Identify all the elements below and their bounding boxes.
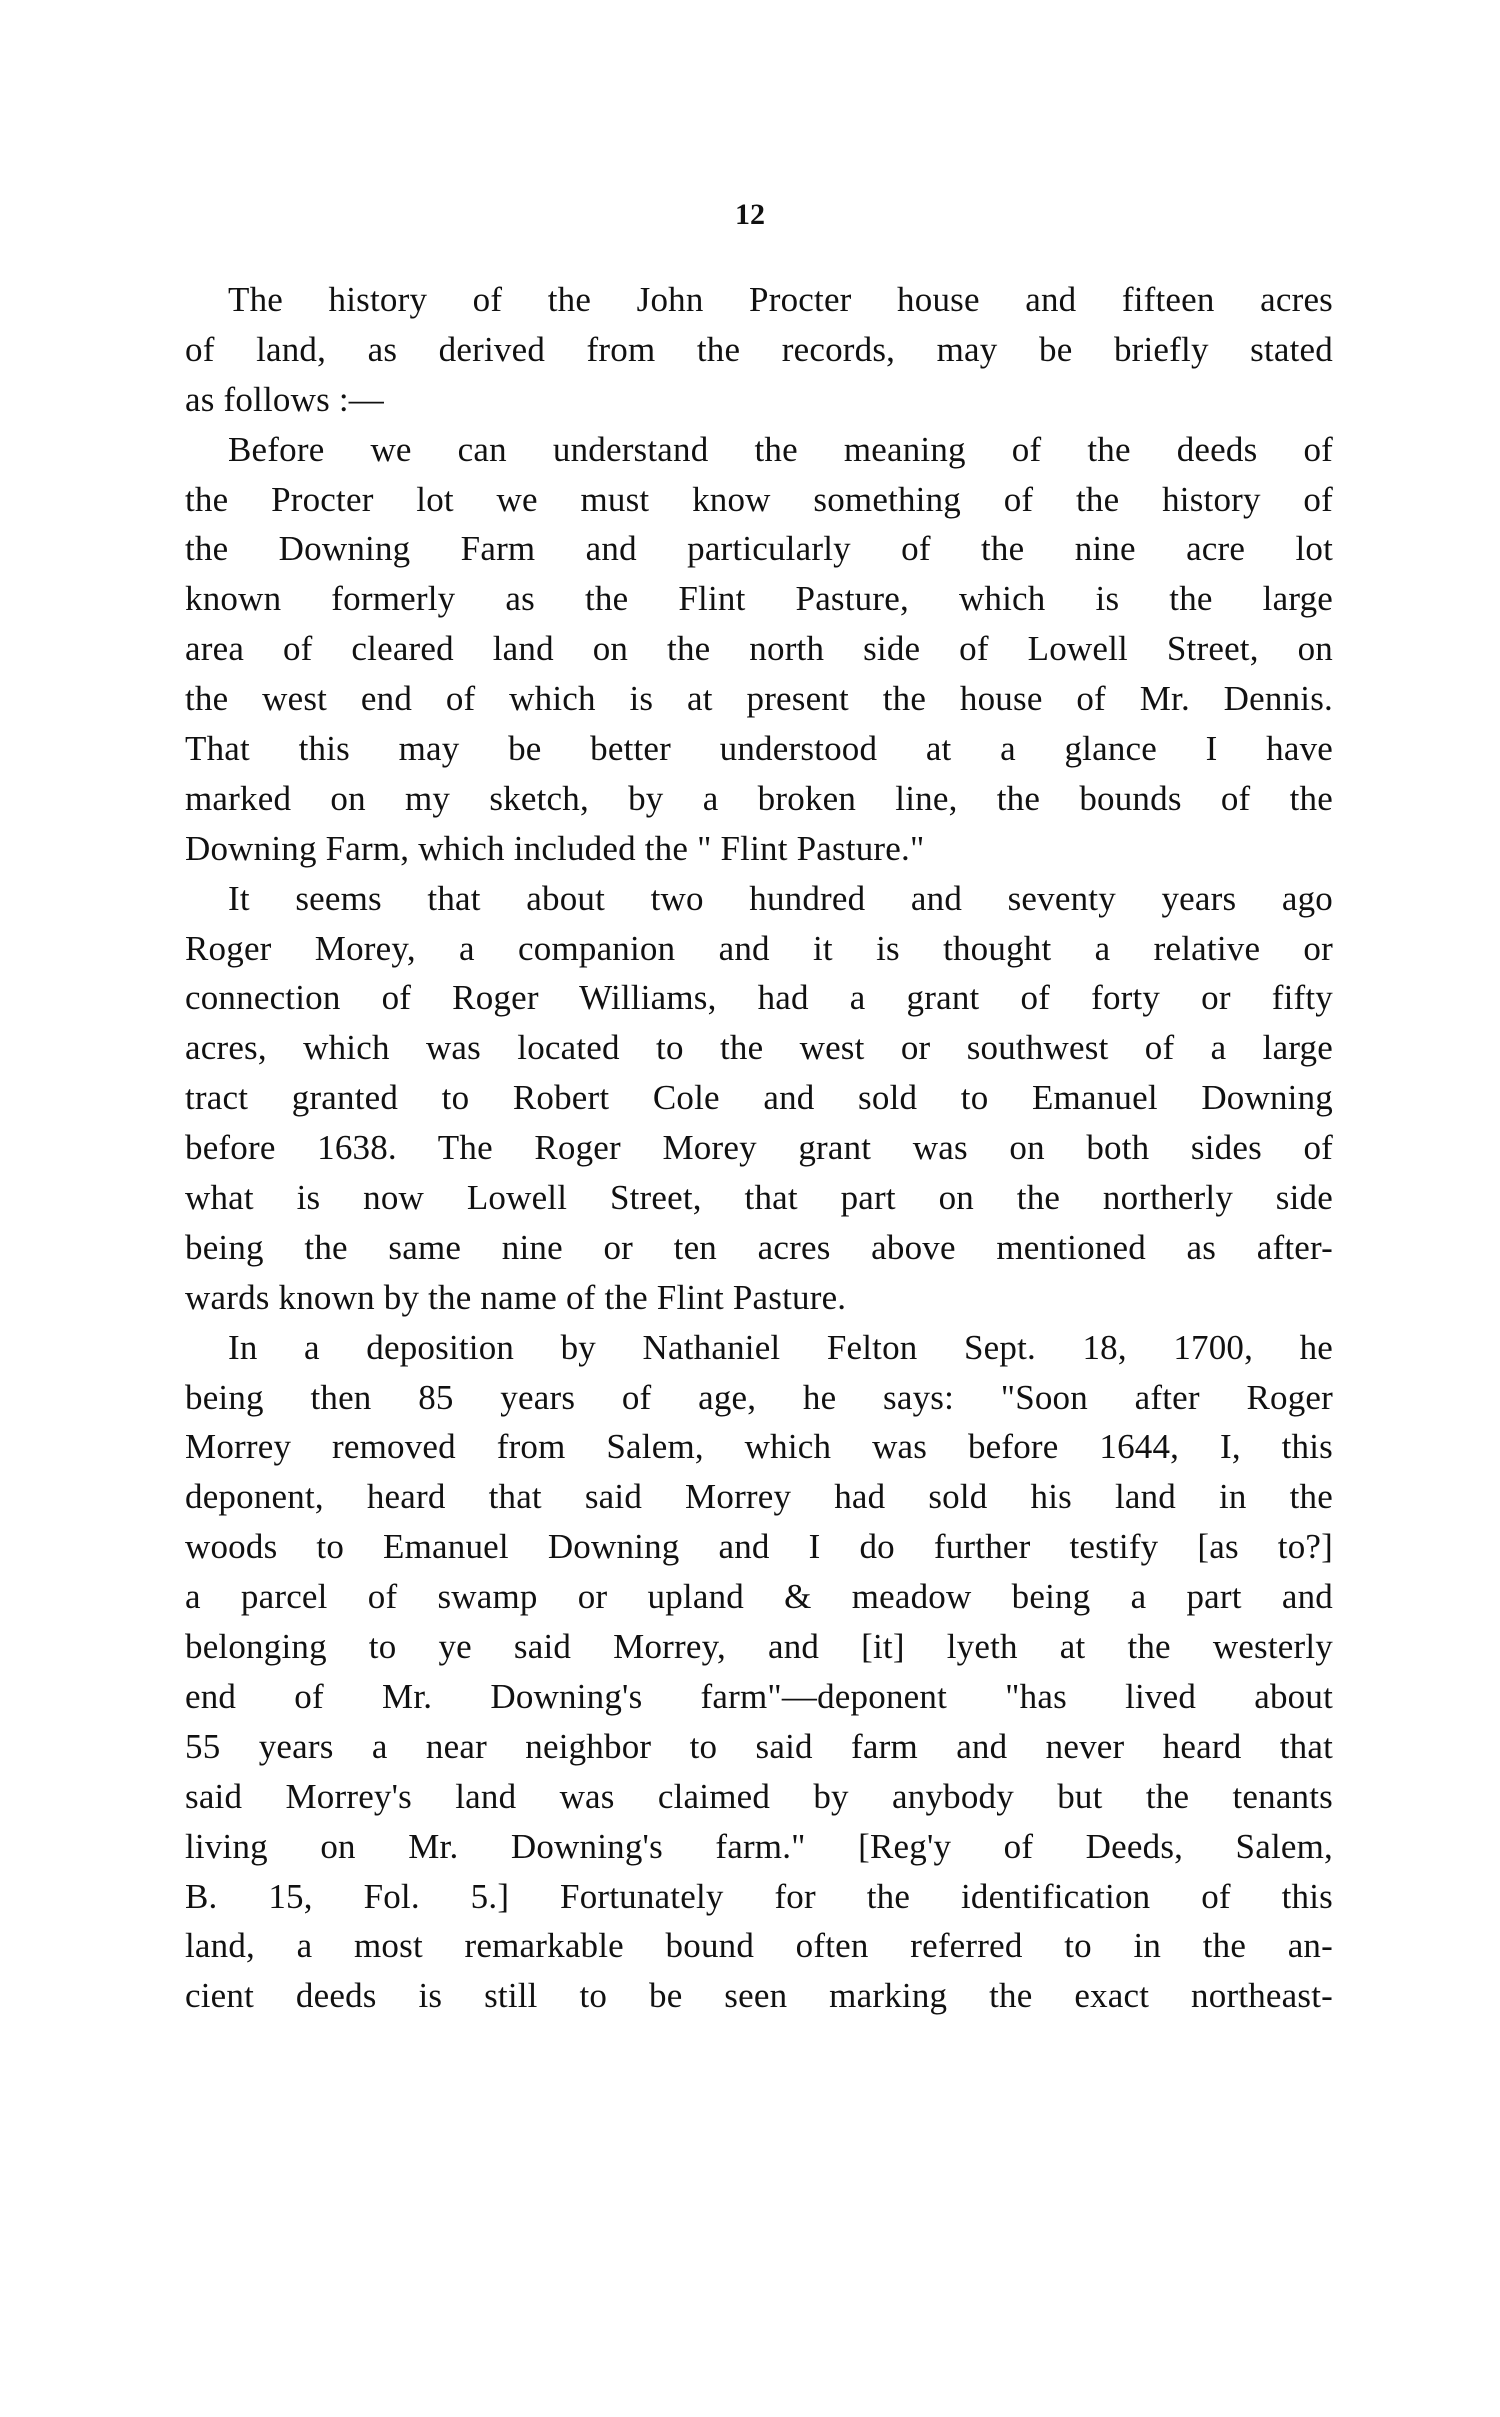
- text-line: the Procter lot we must know something of the history of: [185, 479, 1333, 519]
- text-line: cient deeds is still to be seen marking the exact northeast-: [185, 1976, 1333, 2016]
- paragraph: [185, 1323, 1333, 2021]
- text-line: The history of the John Procter house and fifteen acres: [228, 280, 1333, 319]
- text-line: known formerly as the Flint Pasture, which is the large: [185, 579, 1333, 619]
- paragraph: [185, 275, 1333, 425]
- text-line: being then 85 years of age, he says: "Soon after Roger: [185, 1377, 1333, 1417]
- body-text: [185, 275, 1333, 2021]
- text-line: land, a most remarkable bound often referred to in the an-: [185, 1926, 1333, 1966]
- page-number: 12: [735, 198, 765, 231]
- text-line: living on Mr. Downing's farm." [Reg'y of Deeds, Salem,: [185, 1826, 1333, 1866]
- text-line: said Morrey's land was claimed by anybody but the tenants: [185, 1776, 1333, 1816]
- text-line: B. 15, Fol. 5.] Fortunately for the identification of this: [185, 1876, 1333, 1916]
- paragraph: [185, 425, 1333, 874]
- text-line: before 1638. The Roger Morey grant was on both sides of: [185, 1128, 1333, 1168]
- text-line: the Downing Farm and particularly of the nine acre lot: [185, 529, 1333, 569]
- text-line: In a deposition by Nathaniel Felton Sept. 18, 1700, he: [228, 1327, 1333, 1367]
- text-line: what is now Lowell Street, that part on the northerly side: [185, 1178, 1333, 1218]
- text-line: 55 years a near neighbor to said farm and never heard that: [185, 1726, 1333, 1766]
- text-line: woods to Emanuel Downing and I do further testify [as to?]: [185, 1527, 1333, 1567]
- text-line: Roger Morey, a companion and it is thought a relative or: [185, 928, 1333, 968]
- text-line: the west end of which is at present the house of Mr. Dennis.: [185, 679, 1333, 719]
- text-line: Before we can understand the meaning of the deeds of: [228, 429, 1333, 469]
- text-line: acres, which was located to the west or southwest of a large: [185, 1028, 1333, 1068]
- text-line: being the same nine or ten acres above mentioned as after-: [185, 1227, 1333, 1267]
- text-line: It seems that about two hundred and seventy years ago: [228, 878, 1333, 918]
- text-line: connection of Roger Williams, had a grant of forty or fifty: [185, 978, 1333, 1018]
- text-line: Morrey removed from Salem, which was before 1644, I, this: [185, 1427, 1333, 1467]
- text-line: marked on my sketch, by a broken line, the bounds of the: [185, 778, 1333, 818]
- text-line: Downing Farm, which included the " Flint Pasture.": [185, 828, 925, 868]
- text-line: a parcel of swamp or upland & meadow being a part and: [185, 1577, 1333, 1617]
- text-line: of land, as derived from the records, may be briefly stated: [185, 329, 1333, 369]
- text-line: area of cleared land on the north side of Lowell Street, on: [185, 629, 1333, 669]
- text-line: deponent, heard that said Morrey had sold his land in the: [185, 1477, 1333, 1517]
- paragraph: [185, 874, 1333, 1323]
- text-line: wards known by the name of the Flint Pasture.: [185, 1277, 847, 1317]
- text-line: tract granted to Robert Cole and sold to Emanuel Downing: [185, 1078, 1333, 1118]
- text-line: That this may be better understood at a glance I have: [185, 729, 1333, 769]
- text-line: as follows :—: [185, 379, 384, 419]
- text-line: end of Mr. Downing's farm"—deponent "has lived about: [185, 1676, 1333, 1716]
- text-line: belonging to ye said Morrey, and [it] lyeth at the westerly: [185, 1627, 1333, 1667]
